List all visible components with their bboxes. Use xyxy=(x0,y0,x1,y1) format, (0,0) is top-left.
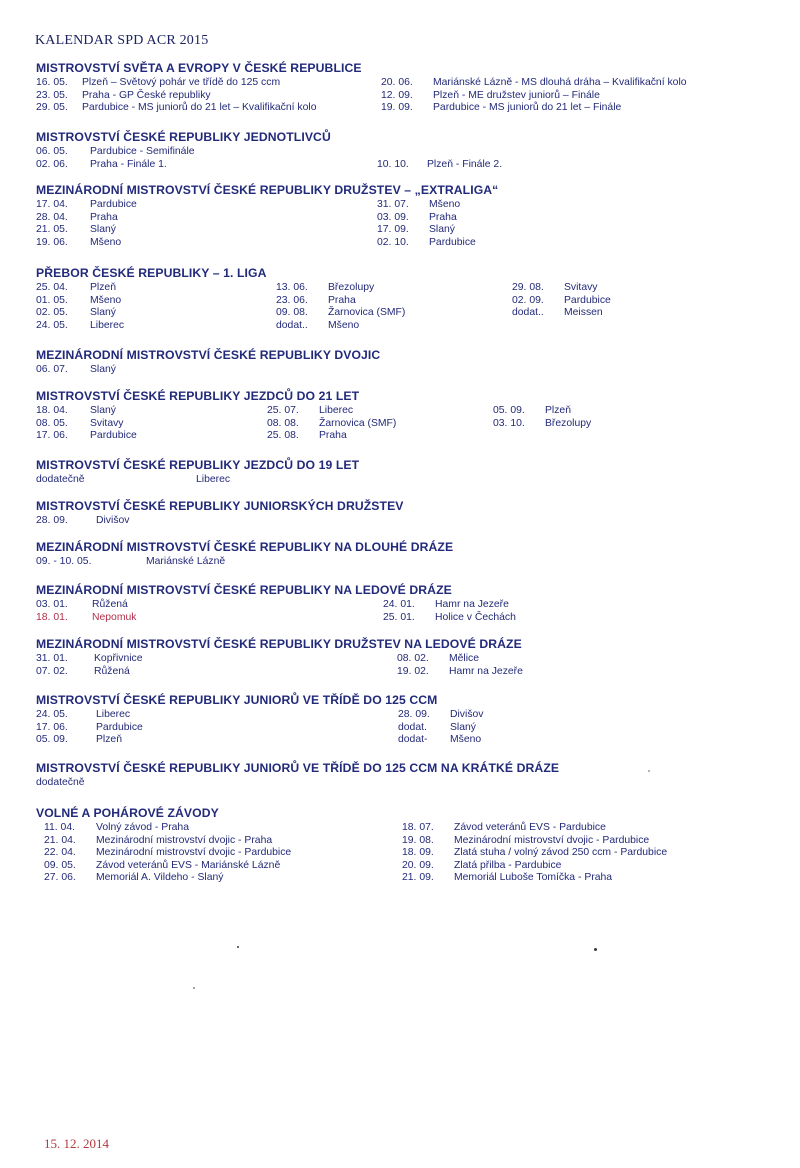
entry-event: Praha - GP České republiky xyxy=(82,89,211,101)
entry-date: 02. 09. xyxy=(512,294,544,306)
entry-date: 10. 10. xyxy=(377,158,409,170)
section-title: MISTROVSTVÍ ČESKÉ REPUBLIKY JUNIORŮ VE TŘÍDĚ DO 125 CCM NA KRÁTKÉ DRÁZE xyxy=(36,761,560,775)
scan-speck xyxy=(648,770,650,772)
calendar-entry xyxy=(36,556,225,569)
calendar-entry xyxy=(36,159,195,172)
calendar-entry xyxy=(36,666,143,679)
entry-event: Plzeň xyxy=(545,405,571,416)
entry-date: 19. 08. xyxy=(402,834,434,846)
calendar-section xyxy=(36,693,776,747)
entry-event: Pardubice - Semifinále xyxy=(90,146,195,157)
entry-event: Praha - Finále 1. xyxy=(90,158,167,170)
calendar-entry xyxy=(36,212,137,225)
entry-event: Mariánské Lázně - MS dlouhá dráha – Kvalifikační kolo xyxy=(433,77,687,88)
section-title: MEZINÁRODNÍ MISTROVSTVÍ ČESKÉ REPUBLIKY NA LEDOVÉ DRÁZE xyxy=(36,583,452,597)
section-columns xyxy=(36,405,776,443)
entry-event: Divišov xyxy=(96,515,130,526)
entry-event: Praha xyxy=(90,211,118,223)
section-columns xyxy=(36,599,776,624)
entry-column xyxy=(381,77,687,115)
entry-column xyxy=(377,146,502,171)
calendar-section xyxy=(36,389,776,443)
calendar-entry xyxy=(377,224,476,237)
entry-column xyxy=(36,282,124,332)
entry-event: Kopřivnice xyxy=(94,653,143,664)
entry-column xyxy=(36,199,137,249)
entry-date: 17. 06. xyxy=(36,721,68,733)
entry-column xyxy=(36,777,96,790)
entry-date: 21. 09. xyxy=(402,872,434,884)
document-title: KALENDAR SPD ACR 2015 xyxy=(35,33,209,48)
entry-date: 21. 04. xyxy=(44,834,76,846)
section-title: VOLNÉ A POHÁROVÉ ZÁVODY xyxy=(36,806,219,820)
entry-event: Žarnovica (SMF) xyxy=(319,417,397,429)
entry-date: 12. 09. xyxy=(381,89,413,101)
section-columns xyxy=(36,653,776,678)
entry-event: Mšeno xyxy=(429,199,461,210)
calendar-entry xyxy=(36,418,137,431)
entry-date: 28. 09. xyxy=(398,709,430,720)
calendar-entry xyxy=(402,872,667,885)
calendar-entry xyxy=(36,734,143,747)
calendar-entry xyxy=(381,90,687,103)
entry-event: Liberec xyxy=(319,405,354,416)
calendar-section xyxy=(36,348,776,377)
section-columns xyxy=(36,77,776,115)
entry-date: 06. 07. xyxy=(36,364,68,375)
entry-event: Pardubice xyxy=(429,236,476,248)
entry-date: 23. 05. xyxy=(36,89,68,101)
entry-column xyxy=(36,77,317,115)
entry-date: 18. 04. xyxy=(36,405,68,416)
entry-column xyxy=(36,709,143,747)
calendar-entry xyxy=(36,722,143,735)
section-columns xyxy=(36,146,776,171)
entry-date: dodat.. xyxy=(276,319,308,331)
entry-event: Zlatá přilba - Pardubice xyxy=(454,859,562,871)
entry-event: Pardubice xyxy=(564,294,611,306)
calendar-entry xyxy=(377,237,476,250)
calendar-entry xyxy=(36,405,137,418)
entry-date: 08. 02. xyxy=(397,653,429,664)
calendar-entry xyxy=(267,405,396,418)
entry-column xyxy=(36,599,136,624)
calendar-entry xyxy=(44,835,291,848)
section-columns xyxy=(36,777,776,790)
calendar-entry xyxy=(381,102,687,115)
entry-column xyxy=(36,515,130,528)
calendar-section xyxy=(36,806,776,885)
entry-date: 27. 06. xyxy=(44,872,76,884)
entry-date: 20. 09. xyxy=(402,859,434,871)
entry-event: Holice v Čechách xyxy=(435,611,516,623)
section-columns xyxy=(36,282,776,332)
entry-event: Slaný xyxy=(90,364,116,375)
entry-date: 03. 09. xyxy=(377,211,409,223)
calendar-section xyxy=(36,458,776,487)
entry-column xyxy=(36,405,137,443)
entry-event: Nepomuk xyxy=(92,611,137,623)
calendar-entry xyxy=(44,847,291,860)
entry-date: 11. 04. xyxy=(44,822,76,833)
entry-event: Hamr na Jezeře xyxy=(435,599,509,610)
entry-date: 31. 01. xyxy=(36,653,68,664)
entry-event: Volný závod - Praha xyxy=(96,822,189,833)
entry-date: 22. 04. xyxy=(44,847,76,859)
entry-date: 06. 05. xyxy=(36,146,68,157)
entry-event: Růžená xyxy=(92,599,128,610)
entry-date: 19. 06. xyxy=(36,236,68,248)
entry-column xyxy=(36,474,230,487)
entry-event: Slaný xyxy=(450,721,476,733)
calendar-entry xyxy=(397,653,523,666)
calendar-entry xyxy=(398,709,484,722)
section-title: MISTROVSTVÍ ČESKÉ REPUBLIKY JUNIORŮ VE TŘÍDĚ DO 125 CCM xyxy=(36,693,438,707)
calendar-entry xyxy=(36,430,137,443)
entry-date: 18. 01. xyxy=(36,611,68,623)
entry-event: Divišov xyxy=(450,709,484,720)
entry-event: Březolupy xyxy=(328,282,375,293)
entry-event: Mšeno xyxy=(328,319,360,331)
calendar-entry xyxy=(36,77,317,90)
entry-date: 09. 05. xyxy=(44,859,76,871)
entry-event: Slaný xyxy=(429,224,455,236)
entry-date: 08. 05. xyxy=(36,417,68,429)
entry-event: Liberec xyxy=(90,319,125,331)
section-title: MISTROVSTVÍ ČESKÉ REPUBLIKY JEDNOTLIVCŮ xyxy=(36,130,331,144)
entry-date: 24. 01. xyxy=(383,599,415,610)
calendar-entry xyxy=(276,295,405,308)
entry-date: 03. 01. xyxy=(36,599,68,610)
entry-date: 24. 05. xyxy=(36,709,68,720)
section-title: MISTROVSTVÍ SVĚTA A EVROPY V ČESKÉ REPUBLICE xyxy=(36,61,362,75)
entry-date: 08. 08. xyxy=(267,417,299,429)
entry-date: dodat- xyxy=(398,734,428,746)
entry-date: 18. 07. xyxy=(402,822,434,833)
entry-date: 03. 10. xyxy=(493,417,525,429)
scan-speck xyxy=(193,987,195,989)
entry-column xyxy=(377,199,476,249)
entry-date: dodat. xyxy=(398,721,427,733)
calendar-entry xyxy=(44,860,291,873)
calendar-entry xyxy=(402,822,667,835)
section-columns xyxy=(36,822,776,885)
entry-date: 29. 08. xyxy=(512,282,544,293)
entry-event: Mezinárodní mistrovství dvojic - Praha xyxy=(96,834,273,846)
entry-date: 20. 06. xyxy=(381,77,413,88)
calendar-section xyxy=(36,761,776,790)
calendar-entry xyxy=(36,237,137,250)
calendar-entry xyxy=(512,307,611,320)
calendar-entry xyxy=(267,430,396,443)
entry-event: Plzeň xyxy=(90,282,116,293)
entry-event: Plzeň xyxy=(96,734,122,746)
entry-date: 25. 08. xyxy=(267,430,299,442)
section-title: MEZINÁRODNÍ MISTROVSTVÍ ČESKÉ REPUBLIKY NA DLOUHÉ DRÁZE xyxy=(36,540,454,554)
section-title: MISTROVSTVÍ ČESKÉ REPUBLIKY JUNIORSKÝCH DRUŽSTEV xyxy=(36,499,404,513)
entry-date: 25. 01. xyxy=(383,611,415,623)
scan-speck xyxy=(594,948,597,951)
entry-date: 17. 06. xyxy=(36,430,68,442)
entry-event: Praha xyxy=(328,294,356,306)
entry-column xyxy=(397,653,523,678)
calendar-entry xyxy=(36,320,124,333)
calendar-entry xyxy=(36,515,130,528)
section-title: PŘEBOR ČESKÉ REPUBLIKY – 1. LIGA xyxy=(36,266,267,280)
entry-event: Meissen xyxy=(564,307,603,319)
calendar-entry xyxy=(36,364,116,377)
entry-event: Svitavy xyxy=(90,417,124,429)
entry-event: Mšeno xyxy=(450,734,482,746)
entry-date: 28. 04. xyxy=(36,211,68,223)
calendar-entry xyxy=(36,709,143,722)
calendar-entry xyxy=(36,653,143,666)
calendar-section xyxy=(36,583,776,624)
calendar-entry xyxy=(377,199,476,212)
entry-date: 24. 05. xyxy=(36,319,68,331)
entry-date: 07. 02. xyxy=(36,665,68,677)
entry-date xyxy=(377,146,427,159)
entry-event: Březolupy xyxy=(545,417,592,429)
calendar-entry xyxy=(36,102,317,115)
entry-event: Liberec xyxy=(196,474,231,485)
entry-date: 02. 05. xyxy=(36,307,68,319)
calendar-entry xyxy=(44,822,291,835)
calendar-entry xyxy=(36,777,96,790)
entry-event: Slaný xyxy=(90,405,116,416)
calendar-entry xyxy=(512,295,611,308)
entry-date: 23. 06. xyxy=(276,294,308,306)
entry-event: Mšeno xyxy=(90,294,122,306)
entry-column xyxy=(36,364,116,377)
entry-column xyxy=(276,282,405,332)
entry-date: dodatečně xyxy=(36,777,85,788)
calendar-entry xyxy=(397,666,523,679)
calendar-entry xyxy=(383,599,516,612)
section-title: MEZINÁRODNÍ MISTROVSTVÍ ČESKÉ REPUBLIKY DRUŽSTEV – „EXTRALIGA“ xyxy=(36,183,499,197)
entry-event: Mšeno xyxy=(90,236,122,248)
calendar-entry xyxy=(36,474,230,487)
entry-event: Pardubice xyxy=(90,199,137,210)
calendar-entry xyxy=(36,90,317,103)
calendar-entry xyxy=(493,405,591,418)
calendar-entry xyxy=(276,320,405,333)
entry-event: Závod veteránů EVS - Mariánské Lázně xyxy=(96,859,281,871)
calendar-entry xyxy=(276,282,405,295)
entry-event: Plzeň – Světový pohár ve třídě do 125 ccm xyxy=(82,77,281,88)
calendar-entry xyxy=(377,212,476,225)
entry-event: Praha xyxy=(429,211,457,223)
section-columns xyxy=(36,556,776,569)
entry-column xyxy=(512,282,611,320)
entry-date: 13. 06. xyxy=(276,282,308,293)
calendar-entry xyxy=(36,307,124,320)
entry-date: 19. 09. xyxy=(381,102,413,114)
calendar-section xyxy=(36,637,776,678)
entry-date: 21. 05. xyxy=(36,224,68,236)
entry-date: 18. 09. xyxy=(402,847,434,859)
calendar-entry xyxy=(383,612,516,625)
entry-column xyxy=(36,556,225,569)
entry-event: Mariánské Lázně xyxy=(146,556,226,567)
calendar-entry xyxy=(36,146,195,159)
calendar-entry xyxy=(36,282,124,295)
section-columns xyxy=(36,515,776,528)
entry-date: 29. 05. xyxy=(36,102,68,114)
section-title: MISTROVSTVÍ ČESKÉ REPUBLIKY JEZDCŮ DO 19 LET xyxy=(36,458,360,472)
entry-date: 01. 05. xyxy=(36,294,68,306)
calendar-entry xyxy=(398,722,484,735)
calendar-entry xyxy=(398,734,484,747)
entry-event: Pardubice xyxy=(96,721,143,733)
entry-date: 05. 09. xyxy=(493,405,525,416)
calendar-entry xyxy=(377,146,502,159)
section-columns xyxy=(36,709,776,747)
calendar-section xyxy=(36,183,776,249)
calendar-entry xyxy=(36,599,136,612)
entry-date: 19. 02. xyxy=(397,665,429,677)
entry-event: Memoriál A. Vildeho - Slaný xyxy=(96,872,224,884)
entry-column xyxy=(36,146,195,171)
entry-event: Mezinárodní mistrovství dvojic - Pardubice xyxy=(96,847,292,859)
calendar-entry xyxy=(44,872,291,885)
calendar-entry xyxy=(493,418,591,431)
entry-event: Růžená xyxy=(94,665,130,677)
calendar-entry xyxy=(36,295,124,308)
entry-date: 09. 08. xyxy=(276,307,308,319)
calendar-entry xyxy=(36,224,137,237)
entry-event: Hamr na Jezeře xyxy=(449,665,523,677)
entry-date: 05. 09. xyxy=(36,734,68,746)
calendar-entry xyxy=(36,199,137,212)
entry-event: Svitavy xyxy=(564,282,598,293)
entry-date: dodat.. xyxy=(512,307,544,319)
entry-event: Pardubice - MS juniorů do 21 let – Kvalifikační kolo xyxy=(82,102,317,114)
calendar-entry xyxy=(36,612,136,625)
calendar-entry xyxy=(402,860,667,873)
entry-date: 09. - 10. 05. xyxy=(36,556,92,567)
entry-event: Slaný xyxy=(90,307,116,319)
entry-date: 16. 05. xyxy=(36,77,68,88)
section-columns xyxy=(36,364,776,377)
entry-column xyxy=(402,822,667,885)
entry-event: Plzeň - ME družstev juniorů – Finále xyxy=(433,89,600,101)
calendar-section xyxy=(36,499,776,528)
scan-speck xyxy=(237,946,239,948)
entry-event: Závod veteránů EVS - Pardubice xyxy=(454,822,606,833)
entry-event: Mezinárodní mistrovství dvojic - Pardubice xyxy=(454,834,650,846)
entry-event: Mělice xyxy=(449,653,480,664)
entry-date: 25. 04. xyxy=(36,282,68,293)
entry-event: Plzeň - Finále 2. xyxy=(427,158,503,170)
entry-event: Memoriál Luboše Tomíčka - Praha xyxy=(454,872,613,884)
calendar-section xyxy=(36,61,776,115)
entry-event: Liberec xyxy=(96,709,131,720)
calendar-entry xyxy=(402,847,667,860)
entry-column xyxy=(493,405,591,430)
entry-date: dodatečně xyxy=(36,474,85,485)
entry-column xyxy=(267,405,396,443)
section-columns xyxy=(36,199,776,249)
calendar-section xyxy=(36,130,776,171)
entry-date: 17. 04. xyxy=(36,199,68,210)
section-title: MEZINÁRODNÍ MISTROVSTVÍ ČESKÉ REPUBLIKY DRUŽSTEV NA LEDOVÉ DRÁZE xyxy=(36,637,522,651)
entry-column xyxy=(383,599,516,624)
section-title: MEZINÁRODNÍ MISTROVSTVÍ ČESKÉ REPUBLIKY DVOJIC xyxy=(36,348,381,362)
entry-event: Žarnovica (SMF) xyxy=(328,307,406,319)
section-title: MISTROVSTVÍ ČESKÉ REPUBLIKY JEZDCŮ DO 21 LET xyxy=(36,389,360,403)
calendar-entry xyxy=(377,159,502,172)
entry-event: Praha xyxy=(319,430,347,442)
entry-date: 25. 07. xyxy=(267,405,299,416)
calendar-entry xyxy=(402,835,667,848)
calendar-section xyxy=(36,266,776,332)
entry-date: 02. 10. xyxy=(377,236,409,248)
entry-event: Zlatá stuha / volný závod 250 ccm - Pardubice xyxy=(454,847,668,859)
calendar-entry xyxy=(512,282,611,295)
entry-date: 28. 09. xyxy=(36,515,68,526)
calendar-entry xyxy=(267,418,396,431)
entry-column xyxy=(44,822,291,885)
calendar-entry xyxy=(276,307,405,320)
entry-event: Pardubice - MS juniorů do 21 let – Finále xyxy=(433,102,622,114)
entry-date: 17. 09. xyxy=(377,224,409,236)
section-columns xyxy=(36,474,776,487)
entry-event: Pardubice xyxy=(90,430,137,442)
footer-date: 15. 12. 2014 xyxy=(44,1136,109,1151)
calendar-section xyxy=(36,540,776,569)
entry-column xyxy=(398,709,484,747)
entry-date: 31. 07. xyxy=(377,199,409,210)
entry-column xyxy=(36,653,143,678)
calendar-entry xyxy=(381,77,687,90)
entry-event: Slaný xyxy=(90,224,116,236)
entry-date: 02. 06. xyxy=(36,158,68,170)
